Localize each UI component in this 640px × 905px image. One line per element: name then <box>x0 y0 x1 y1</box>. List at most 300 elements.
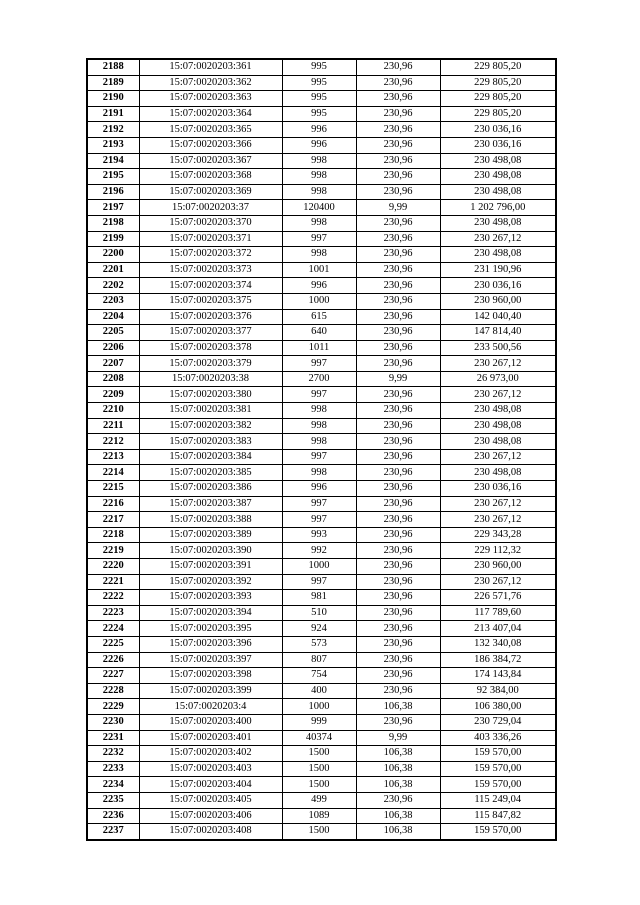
row-number-cell: 2199 <box>87 231 139 247</box>
rate-cell: 230,96 <box>356 247 440 263</box>
value-cell: 1 202 796,00 <box>440 200 556 216</box>
table-row <box>87 543 556 559</box>
rate-cell: 230,96 <box>356 215 440 231</box>
table-body <box>87 59 556 840</box>
row-number-cell: 2207 <box>87 356 139 372</box>
rate-cell: 230,96 <box>356 356 440 372</box>
value-cell: 229 805,20 <box>440 91 556 107</box>
cadastral-number-cell: 15:07:0020203:392 <box>139 574 282 590</box>
cadastral-number-cell: 15:07:0020203:386 <box>139 481 282 497</box>
rate-cell: 230,96 <box>356 184 440 200</box>
value-cell: 26 973,00 <box>440 371 556 387</box>
row-number-cell: 2212 <box>87 434 139 450</box>
area-cell: 754 <box>282 668 356 684</box>
table-row <box>87 122 556 138</box>
rate-cell: 230,96 <box>356 449 440 465</box>
cadastral-number-cell: 15:07:0020203:389 <box>139 527 282 543</box>
area-cell: 998 <box>282 169 356 185</box>
row-number-cell: 2211 <box>87 418 139 434</box>
value-cell: 230 498,08 <box>440 418 556 434</box>
row-number-cell: 2198 <box>87 215 139 231</box>
cadastral-number-cell: 15:07:0020203:4 <box>139 699 282 715</box>
rate-cell: 230,96 <box>356 559 440 575</box>
row-number-cell: 2210 <box>87 403 139 419</box>
value-cell: 230 267,12 <box>440 356 556 372</box>
value-cell: 230 267,12 <box>440 387 556 403</box>
rate-cell: 230,96 <box>356 403 440 419</box>
table-row <box>87 403 556 419</box>
row-number-cell: 2197 <box>87 200 139 216</box>
row-number-cell: 2203 <box>87 293 139 309</box>
table-row <box>87 792 556 808</box>
row-number-cell: 2236 <box>87 808 139 824</box>
cadastral-number-cell: 15:07:0020203:370 <box>139 215 282 231</box>
table-row <box>87 169 556 185</box>
row-number-cell: 2234 <box>87 777 139 793</box>
table-row <box>87 574 556 590</box>
cadastral-number-cell: 15:07:0020203:378 <box>139 340 282 356</box>
area-cell: 1001 <box>282 262 356 278</box>
area-cell: 996 <box>282 278 356 294</box>
row-number-cell: 2232 <box>87 746 139 762</box>
rate-cell: 230,96 <box>356 621 440 637</box>
table-row <box>87 746 556 762</box>
area-cell: 981 <box>282 590 356 606</box>
area-cell: 997 <box>282 496 356 512</box>
cadastral-number-cell: 15:07:0020203:379 <box>139 356 282 372</box>
row-number-cell: 2215 <box>87 481 139 497</box>
value-cell: 186 384,72 <box>440 652 556 668</box>
value-cell: 230 036,16 <box>440 137 556 153</box>
row-number-cell: 2205 <box>87 325 139 341</box>
value-cell: 230 267,12 <box>440 574 556 590</box>
table-row <box>87 153 556 169</box>
cadastral-number-cell: 15:07:0020203:393 <box>139 590 282 606</box>
cadastral-number-cell: 15:07:0020203:362 <box>139 75 282 91</box>
row-number-cell: 2226 <box>87 652 139 668</box>
rate-cell: 230,96 <box>356 387 440 403</box>
rate-cell: 230,96 <box>356 418 440 434</box>
value-cell: 230 267,12 <box>440 231 556 247</box>
area-cell: 510 <box>282 605 356 621</box>
table-row <box>87 387 556 403</box>
area-cell: 998 <box>282 418 356 434</box>
value-cell: 229 805,20 <box>440 106 556 122</box>
table-row <box>87 293 556 309</box>
cadastral-number-cell: 15:07:0020203:383 <box>139 434 282 450</box>
row-number-cell: 2225 <box>87 636 139 652</box>
rate-cell: 230,96 <box>356 652 440 668</box>
cadastral-number-cell: 15:07:0020203:394 <box>139 605 282 621</box>
cadastral-number-cell: 15:07:0020203:384 <box>139 449 282 465</box>
cadastral-number-cell: 15:07:0020203:38 <box>139 371 282 387</box>
rate-cell: 230,96 <box>356 636 440 652</box>
row-number-cell: 2220 <box>87 559 139 575</box>
cadastral-number-cell: 15:07:0020203:377 <box>139 325 282 341</box>
area-cell: 1011 <box>282 340 356 356</box>
cadastral-number-cell: 15:07:0020203:395 <box>139 621 282 637</box>
table-row <box>87 652 556 668</box>
cadastral-number-cell: 15:07:0020203:369 <box>139 184 282 200</box>
area-cell: 1500 <box>282 746 356 762</box>
area-cell: 1089 <box>282 808 356 824</box>
area-cell: 40374 <box>282 730 356 746</box>
area-cell: 993 <box>282 527 356 543</box>
row-number-cell: 2235 <box>87 792 139 808</box>
table-row <box>87 636 556 652</box>
value-cell: 403 336,26 <box>440 730 556 746</box>
area-cell: 998 <box>282 465 356 481</box>
table-row <box>87 309 556 325</box>
cadastral-number-cell: 15:07:0020203:402 <box>139 746 282 762</box>
rate-cell: 230,96 <box>356 59 440 75</box>
row-number-cell: 2216 <box>87 496 139 512</box>
row-number-cell: 2201 <box>87 262 139 278</box>
row-number-cell: 2204 <box>87 309 139 325</box>
rate-cell: 230,96 <box>356 122 440 138</box>
table-row <box>87 481 556 497</box>
cadastral-number-cell: 15:07:0020203:408 <box>139 824 282 840</box>
cadastral-number-cell: 15:07:0020203:382 <box>139 418 282 434</box>
value-cell: 132 340,08 <box>440 636 556 652</box>
cadastral-value-table <box>86 58 557 841</box>
row-number-cell: 2214 <box>87 465 139 481</box>
table-row <box>87 356 556 372</box>
area-cell: 2700 <box>282 371 356 387</box>
cadastral-number-cell: 15:07:0020203:403 <box>139 761 282 777</box>
cadastral-number-cell: 15:07:0020203:372 <box>139 247 282 263</box>
area-cell: 997 <box>282 512 356 528</box>
cadastral-number-cell: 15:07:0020203:361 <box>139 59 282 75</box>
value-cell: 230 729,04 <box>440 714 556 730</box>
value-cell: 230 267,12 <box>440 449 556 465</box>
cadastral-number-cell: 15:07:0020203:374 <box>139 278 282 294</box>
value-cell: 92 384,00 <box>440 683 556 699</box>
value-cell: 147 814,40 <box>440 325 556 341</box>
area-cell: 997 <box>282 449 356 465</box>
rate-cell: 230,96 <box>356 683 440 699</box>
area-cell: 997 <box>282 356 356 372</box>
rate-cell: 106,38 <box>356 761 440 777</box>
value-cell: 230 267,12 <box>440 512 556 528</box>
table-row <box>87 824 556 840</box>
cadastral-number-cell: 15:07:0020203:385 <box>139 465 282 481</box>
table-row <box>87 184 556 200</box>
table-row <box>87 621 556 637</box>
area-cell: 998 <box>282 215 356 231</box>
row-number-cell: 2195 <box>87 169 139 185</box>
row-number-cell: 2194 <box>87 153 139 169</box>
value-cell: 230 498,08 <box>440 169 556 185</box>
value-cell: 230 498,08 <box>440 247 556 263</box>
value-cell: 229 805,20 <box>440 59 556 75</box>
value-cell: 229 112,32 <box>440 543 556 559</box>
row-number-cell: 2209 <box>87 387 139 403</box>
table-row <box>87 605 556 621</box>
rate-cell: 230,96 <box>356 465 440 481</box>
cadastral-number-cell: 15:07:0020203:371 <box>139 231 282 247</box>
row-number-cell: 2224 <box>87 621 139 637</box>
table-row <box>87 231 556 247</box>
area-cell: 1500 <box>282 777 356 793</box>
area-cell: 997 <box>282 574 356 590</box>
area-cell: 998 <box>282 153 356 169</box>
table-row <box>87 371 556 387</box>
row-number-cell: 2202 <box>87 278 139 294</box>
cadastral-number-cell: 15:07:0020203:376 <box>139 309 282 325</box>
rate-cell: 106,38 <box>356 824 440 840</box>
rate-cell: 230,96 <box>356 590 440 606</box>
area-cell: 995 <box>282 106 356 122</box>
value-cell: 230 036,16 <box>440 481 556 497</box>
table-row <box>87 590 556 606</box>
area-cell: 615 <box>282 309 356 325</box>
cadastral-number-cell: 15:07:0020203:380 <box>139 387 282 403</box>
cadastral-number-cell: 15:07:0020203:388 <box>139 512 282 528</box>
table-row <box>87 59 556 75</box>
cadastral-number-cell: 15:07:0020203:390 <box>139 543 282 559</box>
table-row <box>87 668 556 684</box>
table-row <box>87 137 556 153</box>
rate-cell: 230,96 <box>356 231 440 247</box>
table-row <box>87 683 556 699</box>
value-cell: 230 498,08 <box>440 403 556 419</box>
area-cell: 1000 <box>282 293 356 309</box>
table-row <box>87 200 556 216</box>
area-cell: 998 <box>282 403 356 419</box>
cadastral-number-cell: 15:07:0020203:367 <box>139 153 282 169</box>
table-row <box>87 340 556 356</box>
value-cell: 115 249,04 <box>440 792 556 808</box>
value-cell: 230 960,00 <box>440 559 556 575</box>
table-row <box>87 714 556 730</box>
value-cell: 230 960,00 <box>440 293 556 309</box>
value-cell: 159 570,00 <box>440 777 556 793</box>
table-row <box>87 808 556 824</box>
rate-cell: 9,99 <box>356 730 440 746</box>
rate-cell: 230,96 <box>356 75 440 91</box>
area-cell: 120400 <box>282 200 356 216</box>
row-number-cell: 2208 <box>87 371 139 387</box>
table-row <box>87 465 556 481</box>
area-cell: 997 <box>282 387 356 403</box>
value-cell: 230 498,08 <box>440 153 556 169</box>
area-cell: 996 <box>282 481 356 497</box>
area-cell: 995 <box>282 75 356 91</box>
rate-cell: 230,96 <box>356 106 440 122</box>
cadastral-number-cell: 15:07:0020203:398 <box>139 668 282 684</box>
cadastral-number-cell: 15:07:0020203:387 <box>139 496 282 512</box>
row-number-cell: 2229 <box>87 699 139 715</box>
rate-cell: 230,96 <box>356 262 440 278</box>
row-number-cell: 2219 <box>87 543 139 559</box>
area-cell: 924 <box>282 621 356 637</box>
value-cell: 174 143,84 <box>440 668 556 684</box>
cadastral-number-cell: 15:07:0020203:401 <box>139 730 282 746</box>
value-cell: 213 407,04 <box>440 621 556 637</box>
cadastral-number-cell: 15:07:0020203:373 <box>139 262 282 278</box>
area-cell: 998 <box>282 247 356 263</box>
table-row <box>87 247 556 263</box>
table-row <box>87 434 556 450</box>
rate-cell: 230,96 <box>356 527 440 543</box>
value-cell: 159 570,00 <box>440 761 556 777</box>
cadastral-number-cell: 15:07:0020203:365 <box>139 122 282 138</box>
area-cell: 992 <box>282 543 356 559</box>
table-row <box>87 262 556 278</box>
cadastral-number-cell: 15:07:0020203:399 <box>139 683 282 699</box>
row-number-cell: 2230 <box>87 714 139 730</box>
cadastral-number-cell: 15:07:0020203:391 <box>139 559 282 575</box>
row-number-cell: 2217 <box>87 512 139 528</box>
area-cell: 998 <box>282 184 356 200</box>
row-number-cell: 2206 <box>87 340 139 356</box>
cadastral-number-cell: 15:07:0020203:404 <box>139 777 282 793</box>
table-row <box>87 449 556 465</box>
value-cell: 230 036,16 <box>440 122 556 138</box>
value-cell: 230 498,08 <box>440 215 556 231</box>
value-cell: 230 036,16 <box>440 278 556 294</box>
table-row <box>87 777 556 793</box>
cadastral-number-cell: 15:07:0020203:406 <box>139 808 282 824</box>
value-cell: 115 847,82 <box>440 808 556 824</box>
table-row <box>87 730 556 746</box>
rate-cell: 230,96 <box>356 714 440 730</box>
row-number-cell: 2228 <box>87 683 139 699</box>
row-number-cell: 2233 <box>87 761 139 777</box>
table-row <box>87 418 556 434</box>
rate-cell: 230,96 <box>356 543 440 559</box>
area-cell: 995 <box>282 59 356 75</box>
value-cell: 159 570,00 <box>440 746 556 762</box>
rate-cell: 230,96 <box>356 309 440 325</box>
row-number-cell: 2196 <box>87 184 139 200</box>
row-number-cell: 2200 <box>87 247 139 263</box>
row-number-cell: 2223 <box>87 605 139 621</box>
table-row <box>87 512 556 528</box>
value-cell: 117 789,60 <box>440 605 556 621</box>
row-number-cell: 2188 <box>87 59 139 75</box>
cadastral-number-cell: 15:07:0020203:396 <box>139 636 282 652</box>
area-cell: 1500 <box>282 761 356 777</box>
value-cell: 159 570,00 <box>440 824 556 840</box>
rate-cell: 230,96 <box>356 91 440 107</box>
row-number-cell: 2190 <box>87 91 139 107</box>
area-cell: 1500 <box>282 824 356 840</box>
area-cell: 640 <box>282 325 356 341</box>
area-cell: 999 <box>282 714 356 730</box>
rate-cell: 106,38 <box>356 746 440 762</box>
rate-cell: 106,38 <box>356 699 440 715</box>
rate-cell: 230,96 <box>356 481 440 497</box>
cadastral-number-cell: 15:07:0020203:375 <box>139 293 282 309</box>
value-cell: 226 571,76 <box>440 590 556 606</box>
rate-cell: 230,96 <box>356 512 440 528</box>
value-cell: 233 500,56 <box>440 340 556 356</box>
table-row <box>87 699 556 715</box>
rate-cell: 230,96 <box>356 293 440 309</box>
rate-cell: 230,96 <box>356 340 440 356</box>
rate-cell: 9,99 <box>356 200 440 216</box>
area-cell: 996 <box>282 122 356 138</box>
rate-cell: 230,96 <box>356 668 440 684</box>
rate-cell: 230,96 <box>356 325 440 341</box>
area-cell: 499 <box>282 792 356 808</box>
rate-cell: 230,96 <box>356 496 440 512</box>
value-cell: 230 267,12 <box>440 496 556 512</box>
cadastral-number-cell: 15:07:0020203:364 <box>139 106 282 122</box>
row-number-cell: 2237 <box>87 824 139 840</box>
row-number-cell: 2222 <box>87 590 139 606</box>
rate-cell: 230,96 <box>356 574 440 590</box>
value-cell: 142 040,40 <box>440 309 556 325</box>
area-cell: 996 <box>282 137 356 153</box>
area-cell: 807 <box>282 652 356 668</box>
area-cell: 400 <box>282 683 356 699</box>
value-cell: 230 498,08 <box>440 434 556 450</box>
rate-cell: 230,96 <box>356 792 440 808</box>
table-row <box>87 496 556 512</box>
cadastral-number-cell: 15:07:0020203:368 <box>139 169 282 185</box>
rate-cell: 230,96 <box>356 605 440 621</box>
row-number-cell: 2231 <box>87 730 139 746</box>
cadastral-number-cell: 15:07:0020203:37 <box>139 200 282 216</box>
cadastral-number-cell: 15:07:0020203:405 <box>139 792 282 808</box>
cadastral-number-cell: 15:07:0020203:366 <box>139 137 282 153</box>
row-number-cell: 2218 <box>87 527 139 543</box>
table-row <box>87 325 556 341</box>
table-row <box>87 75 556 91</box>
table-row <box>87 106 556 122</box>
rate-cell: 230,96 <box>356 153 440 169</box>
rate-cell: 230,96 <box>356 278 440 294</box>
table-row <box>87 278 556 294</box>
rate-cell: 230,96 <box>356 137 440 153</box>
rate-cell: 230,96 <box>356 434 440 450</box>
table-row <box>87 91 556 107</box>
area-cell: 995 <box>282 91 356 107</box>
rate-cell: 106,38 <box>356 808 440 824</box>
row-number-cell: 2213 <box>87 449 139 465</box>
area-cell: 573 <box>282 636 356 652</box>
cadastral-number-cell: 15:07:0020203:397 <box>139 652 282 668</box>
row-number-cell: 2189 <box>87 75 139 91</box>
cadastral-number-cell: 15:07:0020203:400 <box>139 714 282 730</box>
rate-cell: 106,38 <box>356 777 440 793</box>
table-row <box>87 559 556 575</box>
cadastral-number-cell: 15:07:0020203:381 <box>139 403 282 419</box>
table-row <box>87 761 556 777</box>
row-number-cell: 2192 <box>87 122 139 138</box>
table-row <box>87 527 556 543</box>
value-cell: 229 805,20 <box>440 75 556 91</box>
value-cell: 230 498,08 <box>440 465 556 481</box>
area-cell: 997 <box>282 231 356 247</box>
row-number-cell: 2191 <box>87 106 139 122</box>
value-cell: 106 380,00 <box>440 699 556 715</box>
rate-cell: 9,99 <box>356 371 440 387</box>
value-cell: 230 498,08 <box>440 184 556 200</box>
row-number-cell: 2221 <box>87 574 139 590</box>
value-cell: 229 343,28 <box>440 527 556 543</box>
area-cell: 1000 <box>282 559 356 575</box>
row-number-cell: 2227 <box>87 668 139 684</box>
table-row <box>87 215 556 231</box>
cadastral-number-cell: 15:07:0020203:363 <box>139 91 282 107</box>
value-cell: 231 190,96 <box>440 262 556 278</box>
row-number-cell: 2193 <box>87 137 139 153</box>
area-cell: 998 <box>282 434 356 450</box>
